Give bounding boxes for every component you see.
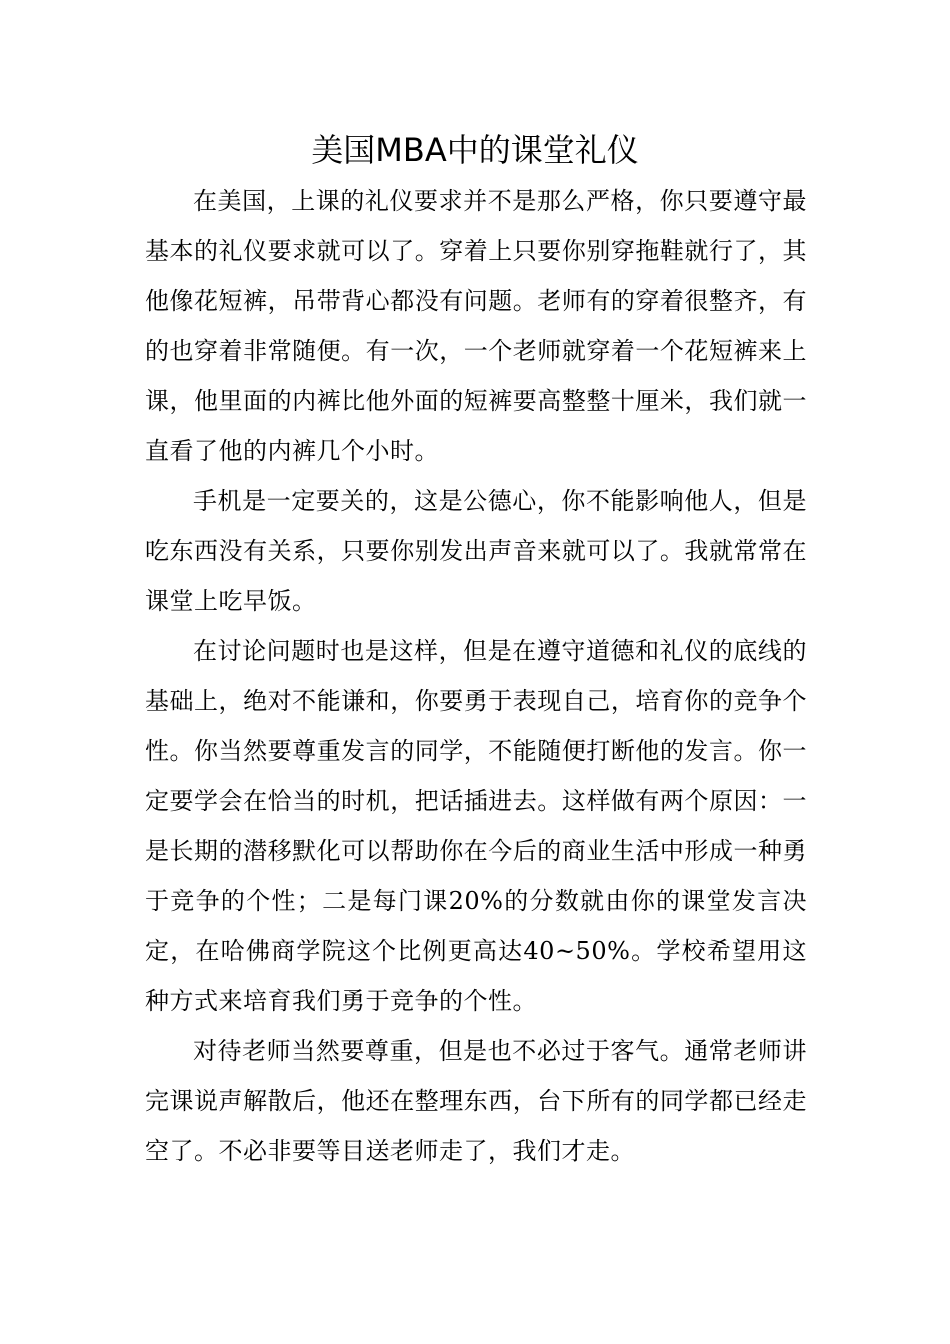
document-body bbox=[145, 176, 807, 1176]
paragraph-dress-code: 在美国，上课的礼仪要求并不是那么严格，你只要遵守最基本的礼仪要求就可以了。穿着上只要你别穿拖鞋就行了，其他像花短裤，吊带背心都没有问题。老师有的穿着很整齐，有的也穿着非常随便。有一次，一个老师就穿着一个花短裤来上课，他里面的内裤比他外面的短裤要高整整十厘米，我们就一直看了他的内裤几个小时。 bbox=[145, 187, 807, 465]
document-title: 美国MBA中的课堂礼仪 bbox=[311, 131, 639, 169]
paragraph-teachers: 对待老师当然要尊重，但是也不必过于客气。通常老师讲完课说声解散后，他还在整理东西，台下所有的同学都已经走空了。不必非要等目送老师走了，我们才走。 bbox=[145, 1037, 807, 1165]
paragraph-discussion: 在讨论问题时也是这样，但是在遵守道德和礼仪的底线的基础上，绝对不能谦和，你要勇于表现自己，培育你的竞争个性。你当然要尊重发言的同学，不能随便打断他的发言。你一定要学会在恰当的时机，把话插进去。这样做有两个原因：一是长期的潜移默化可以帮助你在今后的商业生活中形成一种勇于竞争的个性；二是每门课20%的分数就由你的课堂发言决定，在哈佛商学院这个比例更高达40~50%。学校希望用这种方式来培育我们勇于竞争的个性。 bbox=[145, 637, 807, 1015]
paragraph-phones-food: 手机是一定要关的，这是公德心，你不能影响他人，但是吃东西没有关系，只要你别发出声音来就可以了。我就常常在课堂上吃早饭。 bbox=[145, 487, 807, 615]
